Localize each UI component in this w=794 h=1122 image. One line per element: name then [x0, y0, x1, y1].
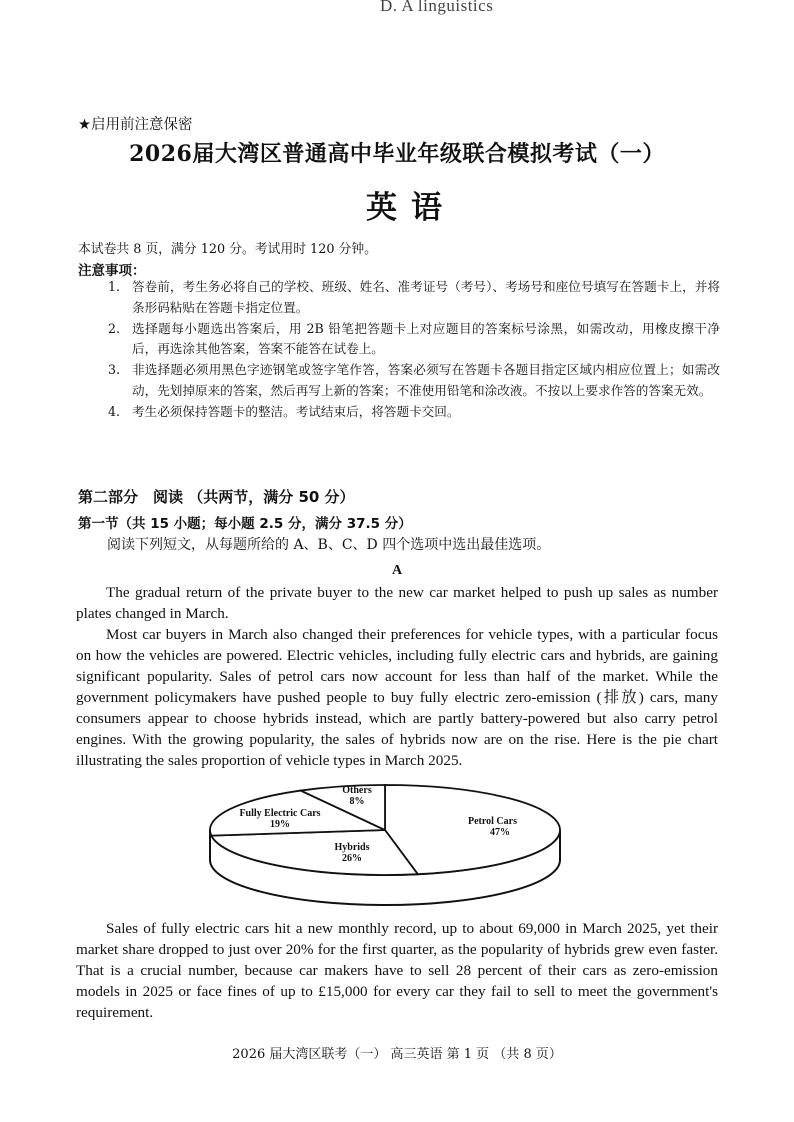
note-text: 考生必须保持答题卡的整洁。考试结束后，将答题卡交回。	[132, 403, 460, 419]
note-item	[108, 277, 720, 319]
passage-paragraph-1: The gradual return of the private buyer to the new car market helped to push up sales as number plates changed in March.	[76, 584, 718, 622]
vehicle-sales-pie-chart	[200, 780, 570, 910]
note-item	[108, 402, 720, 423]
section-heading: 第一节（共 15 小题；每小题 2.5 分，满分 37.5 分）	[78, 516, 412, 532]
exam-title: 2026届大湾区普通高中毕业年级联合模拟考试（一）	[129, 141, 665, 167]
subject-title: 英语	[366, 190, 456, 226]
pie-label: Fully Electric Cars	[239, 808, 321, 819]
passage-paragraph-2: Most car buyers in March also changed their preferences for vehicle types, with a particular focus on how the vehicles are powered. Electric vehicles, including fully electric cars and hybrids, are gaining significant popularity. Sales of petrol cars now account for less than half of the market. While the government policymakers have pushed people to buy fully electric zero-emission (排放) cars, many consumers appear to choose hybrids instead, which are partly battery-powered but also carry petrol engines. With the growing popularity, the sales of hybrids now are on the rise. Here is the pie chart illustrating the sales proportion of vehicle types in March 2025.	[76, 626, 718, 769]
scanned-header-fragment: D. A linguistics	[380, 0, 494, 15]
pie-label: Petrol Cars	[468, 816, 517, 827]
confidential-notice: ★启用前注意保密	[78, 117, 193, 133]
note-number: 2.	[108, 320, 121, 336]
notes-list	[108, 277, 720, 423]
pie-label: Hybrids	[334, 842, 370, 853]
part-heading: 第二部分 阅读 （共两节，满分 50 分）	[78, 488, 355, 506]
pie-label: Others	[342, 785, 372, 796]
note-text: 选择题每小题选出答案后，用 2B 铅笔把答题卡上对应题目的答案标号涂黑，如需改动，用橡皮擦干净后，再选涂其他答案，答案不能答在试卷上。	[132, 320, 720, 357]
note-item	[108, 319, 720, 361]
pie-value-label: 47%	[490, 827, 510, 838]
section-instruction: 阅读下列短文，从每题所给的 A、B、C、D 四个选项中选出最佳选项。	[107, 537, 551, 553]
note-text: 非选择题必须用黑色字迹钢笔或签字笔作答，答案必须写在答题卡各题目指定区域内相应位置上；如需改动，先划掉原来的答案，然后再写上新的答案；不准使用铅笔和涂改液。不按以上要求作答的答案无效。	[132, 362, 720, 398]
note-number: 3.	[108, 362, 121, 378]
note-number: 1.	[108, 279, 121, 294]
note-text: 答卷前，考生务必将自己的学校、班级、姓名、准考证号（考号）、考场号和座位号填写在答题卡上，并将条形码粘贴在答题卡指定位置。	[132, 279, 720, 315]
paper-intro: 本试卷共 8 页，满分 120 分。考试用时 120 分钟。	[78, 242, 377, 257]
pie-value-label: 8%	[349, 796, 365, 807]
passage-label: A	[391, 563, 403, 578]
notes-heading: 注意事项：	[78, 263, 146, 279]
passage-paragraph-3: Sales of fully electric cars hit a new monthly record, up to about 69,000 in March 2025, yet their market share dropped to just over 20% for the first quarter, as the popularity of hybrids grew even faster. That is a crucial number, because car makers have to sell 28 percent of their cars as zero-emission models in 2025 or face fines of up to £15,000 for every car they fail to sell to meet the government's requirement.	[76, 920, 718, 1021]
pie-value-label: 26%	[342, 853, 362, 864]
note-item	[108, 360, 720, 402]
note-number: 4.	[108, 403, 121, 419]
pie-value-label: 19%	[270, 819, 290, 830]
page-footer: 2026 届大湾区联考（一） 高三英语 第 1 页 （共 8 页）	[232, 1047, 562, 1062]
